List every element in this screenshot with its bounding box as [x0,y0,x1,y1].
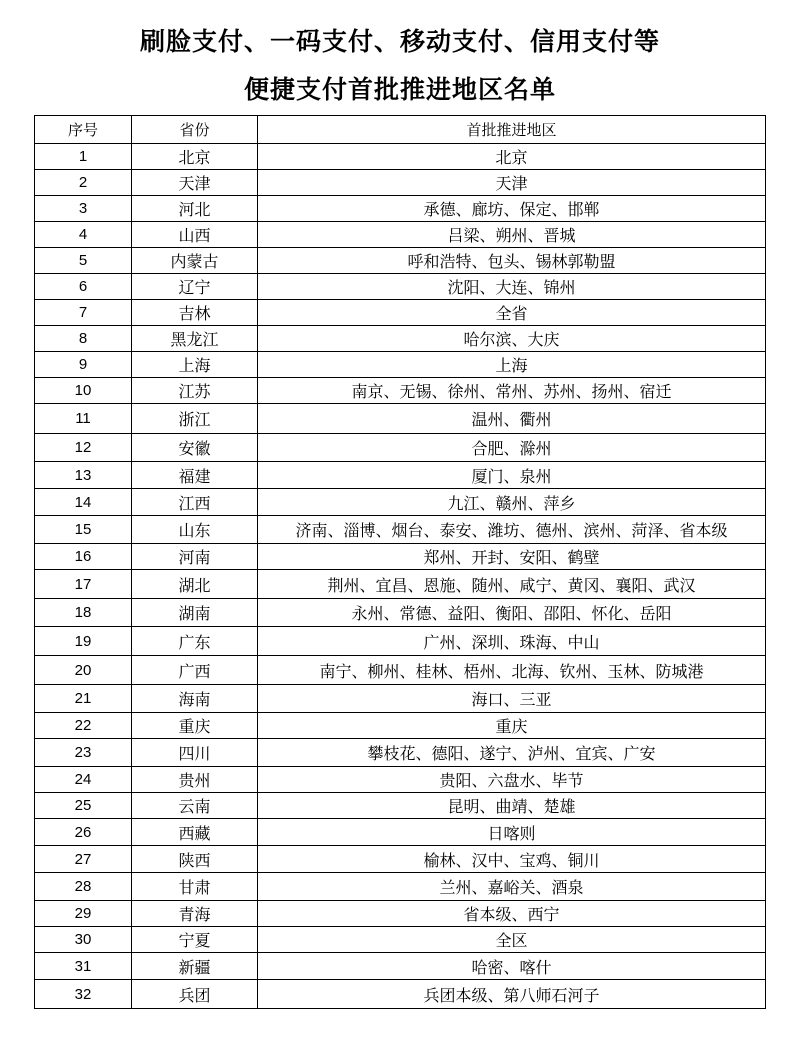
table-row [35,953,766,980]
serial-number-cell: 15 [35,516,132,544]
table-row [35,222,766,248]
serial-number-cell: 24 [35,767,132,793]
serial-number-cell: 3 [35,196,132,222]
table-row [35,685,766,713]
regions-cell: 海口、三亚 [258,685,766,713]
serial-number-cell: 11 [35,404,132,434]
regions-cell: 广州、深圳、珠海、中山 [258,627,766,656]
table-row [35,248,766,274]
province-cell: 江西 [132,489,258,516]
regions-cell: 省本级、西宁 [258,901,766,927]
regions-cell: 荆州、宜昌、恩施、随州、咸宁、黄冈、襄阳、武汉 [258,570,766,599]
province-cell: 湖南 [132,599,258,627]
table-row [35,170,766,196]
regions-cell: 昆明、曲靖、楚雄 [258,793,766,819]
province-cell: 西藏 [132,819,258,846]
serial-number-cell: 5 [35,248,132,274]
serial-number-cell: 17 [35,570,132,599]
table-row [35,927,766,953]
province-cell: 湖北 [132,570,258,599]
serial-number-cell: 26 [35,819,132,846]
regions-cell: 哈尔滨、大庆 [258,326,766,352]
header-serial-number: 序号 [35,116,132,144]
serial-number-cell: 10 [35,378,132,404]
province-cell: 浙江 [132,404,258,434]
table-row [35,434,766,462]
serial-number-cell: 27 [35,846,132,873]
province-cell: 陕西 [132,846,258,873]
table-row [35,544,766,570]
table-row [35,489,766,516]
table-row [35,819,766,846]
table-row [35,352,766,378]
table-row [35,599,766,627]
province-cell: 吉林 [132,300,258,326]
province-cell: 黑龙江 [132,326,258,352]
header-regions: 首批推进地区 [258,116,766,144]
regions-cell: 榆林、汉中、宝鸡、铜川 [258,846,766,873]
regions-cell: 攀枝花、德阳、遂宁、泸州、宜宾、广安 [258,739,766,767]
header-province: 省份 [132,116,258,144]
table-row [35,873,766,901]
serial-number-cell: 19 [35,627,132,656]
table-row [35,404,766,434]
table-row [35,739,766,767]
table-row [35,767,766,793]
table-header-row [35,116,766,144]
serial-number-cell: 7 [35,300,132,326]
table-row [35,656,766,685]
table-row [35,144,766,170]
serial-number-cell: 4 [35,222,132,248]
regions-cell: 郑州、开封、安阳、鹤壁 [258,544,766,570]
province-cell: 贵州 [132,767,258,793]
region-list-table [34,115,766,1009]
table-row [35,570,766,599]
table-row [35,378,766,404]
province-cell: 上海 [132,352,258,378]
serial-number-cell: 18 [35,599,132,627]
regions-cell: 承德、廊坊、保定、邯郸 [258,196,766,222]
serial-number-cell: 23 [35,739,132,767]
regions-cell: 全区 [258,927,766,953]
province-cell: 山东 [132,516,258,544]
regions-cell: 日喀则 [258,819,766,846]
regions-cell: 九江、赣州、萍乡 [258,489,766,516]
serial-number-cell: 25 [35,793,132,819]
serial-number-cell: 29 [35,901,132,927]
province-cell: 四川 [132,739,258,767]
serial-number-cell: 21 [35,685,132,713]
province-cell: 甘肃 [132,873,258,901]
regions-cell: 呼和浩特、包头、锡林郭勒盟 [258,248,766,274]
province-cell: 广东 [132,627,258,656]
table-body [35,144,766,1009]
serial-number-cell: 30 [35,927,132,953]
regions-cell: 济南、淄博、烟台、泰安、潍坊、德州、滨州、菏泽、省本级 [258,516,766,544]
regions-cell: 重庆 [258,713,766,739]
province-cell: 海南 [132,685,258,713]
serial-number-cell: 13 [35,462,132,489]
table-row [35,274,766,300]
regions-cell: 兵团本级、第八师石河子 [258,980,766,1009]
regions-cell: 上海 [258,352,766,378]
province-cell: 兵团 [132,980,258,1009]
regions-cell: 贵阳、六盘水、毕节 [258,767,766,793]
regions-cell: 南宁、柳州、桂林、梧州、北海、钦州、玉林、防城港 [258,656,766,685]
serial-number-cell: 32 [35,980,132,1009]
province-cell: 重庆 [132,713,258,739]
serial-number-cell: 16 [35,544,132,570]
table-row [35,516,766,544]
table-row [35,980,766,1009]
serial-number-cell: 12 [35,434,132,462]
regions-cell: 全省 [258,300,766,326]
province-cell: 青海 [132,901,258,927]
province-cell: 江苏 [132,378,258,404]
province-cell: 内蒙古 [132,248,258,274]
serial-number-cell: 31 [35,953,132,980]
table-row [35,627,766,656]
regions-cell: 永州、常德、益阳、衡阳、邵阳、怀化、岳阳 [258,599,766,627]
province-cell: 新疆 [132,953,258,980]
table-row [35,713,766,739]
regions-cell: 合肥、滁州 [258,434,766,462]
serial-number-cell: 28 [35,873,132,901]
regions-cell: 兰州、嘉峪关、酒泉 [258,873,766,901]
table-row [35,462,766,489]
province-cell: 安徽 [132,434,258,462]
table-row [35,846,766,873]
table-row [35,326,766,352]
table-row [35,901,766,927]
document-title-line-2: 便捷支付首批推进地区名单 [243,75,556,104]
province-cell: 河北 [132,196,258,222]
regions-cell: 北京 [258,144,766,170]
table-row [35,196,766,222]
province-cell: 广西 [132,656,258,685]
serial-number-cell: 2 [35,170,132,196]
regions-cell: 厦门、泉州 [258,462,766,489]
regions-cell: 温州、衢州 [258,404,766,434]
serial-number-cell: 1 [35,144,132,170]
regions-cell: 南京、无锡、徐州、常州、苏州、扬州、宿迁 [258,378,766,404]
serial-number-cell: 20 [35,656,132,685]
serial-number-cell: 8 [35,326,132,352]
province-cell: 山西 [132,222,258,248]
document-title-line-1: 刷脸支付、一码支付、移动支付、信用支付等 [139,27,660,56]
regions-cell: 吕梁、朔州、晋城 [258,222,766,248]
table-row [35,793,766,819]
table-row [35,300,766,326]
province-cell: 天津 [132,170,258,196]
regions-cell: 天津 [258,170,766,196]
regions-cell: 沈阳、大连、锦州 [258,274,766,300]
province-cell: 河南 [132,544,258,570]
regions-cell: 哈密、喀什 [258,953,766,980]
serial-number-cell: 22 [35,713,132,739]
serial-number-cell: 6 [35,274,132,300]
serial-number-cell: 14 [35,489,132,516]
province-cell: 北京 [132,144,258,170]
province-cell: 宁夏 [132,927,258,953]
serial-number-cell: 9 [35,352,132,378]
province-cell: 辽宁 [132,274,258,300]
province-cell: 云南 [132,793,258,819]
province-cell: 福建 [132,462,258,489]
